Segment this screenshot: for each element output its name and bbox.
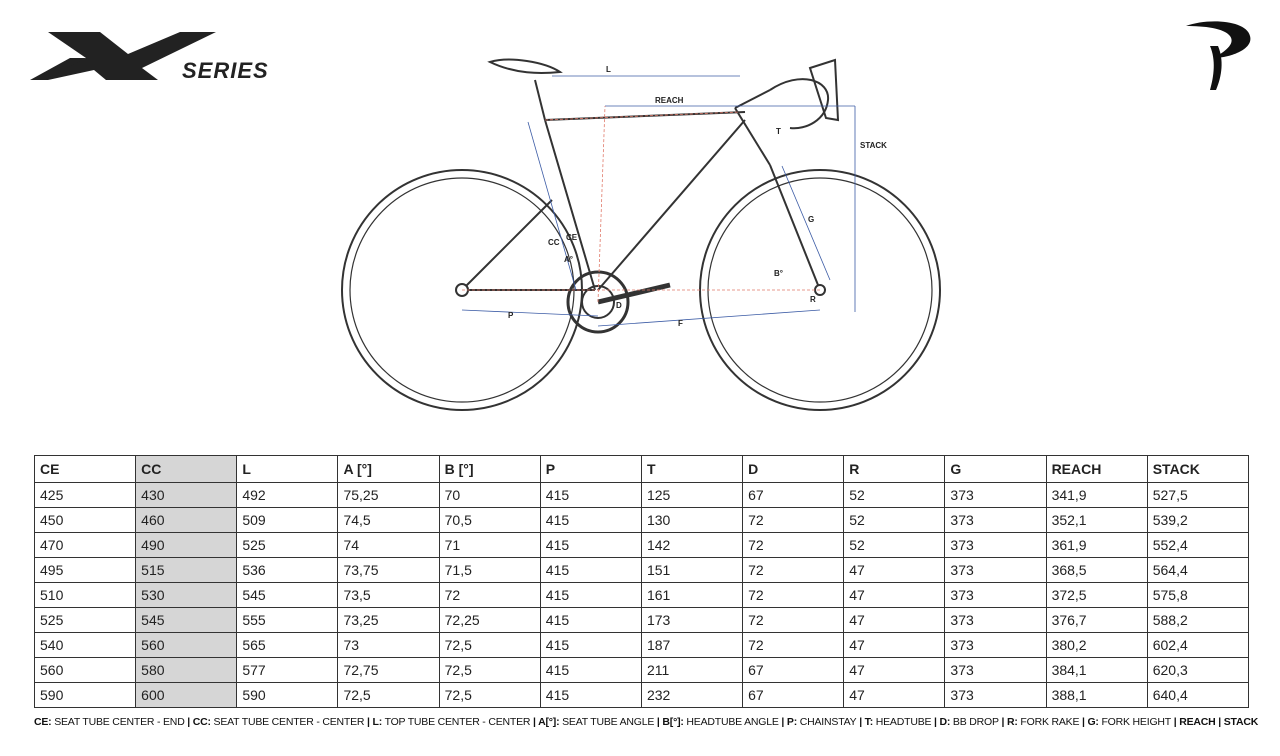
table-cell: 384,1 [1046, 658, 1147, 683]
table-cell: 72 [743, 583, 844, 608]
table-cell: 72,5 [439, 658, 540, 683]
table-cell: 415 [540, 508, 641, 533]
table-cell: 600 [136, 683, 237, 708]
table-cell: 47 [844, 558, 945, 583]
header-r: R [844, 456, 945, 483]
table-cell: 73,75 [338, 558, 439, 583]
legend-key: L: [372, 716, 383, 728]
table-cell: 552,4 [1147, 533, 1248, 558]
table-cell: 130 [641, 508, 742, 533]
table-cell: 588,2 [1147, 608, 1248, 633]
table-cell: 545 [237, 583, 338, 608]
table-cell: 525 [237, 533, 338, 558]
table-cell: 509 [237, 508, 338, 533]
table-cell: 67 [743, 483, 844, 508]
label-l: L [606, 65, 611, 74]
table-cell: 545 [136, 608, 237, 633]
table-cell: 47 [844, 633, 945, 658]
label-cc: CC [548, 238, 560, 247]
table-cell: 565 [237, 633, 338, 658]
table-cell: 560 [136, 633, 237, 658]
table-cell: 415 [540, 483, 641, 508]
legend-key: G: [1087, 716, 1099, 728]
head-tube [735, 108, 770, 165]
table-cell: 575,8 [1147, 583, 1248, 608]
header-p: P [540, 456, 641, 483]
table-cell: 368,5 [1046, 558, 1147, 583]
shifter [810, 60, 838, 120]
table-row [35, 483, 1249, 508]
table-cell: 352,1 [1046, 508, 1147, 533]
legend-desc: HEADTUBE ANGLE [686, 716, 779, 728]
table-cell: 380,2 [1046, 633, 1147, 658]
table-cell: 540 [35, 633, 136, 658]
label-b: B° [774, 269, 783, 278]
table-cell: 74 [338, 533, 439, 558]
legend-item [1224, 716, 1258, 728]
header-t: T [641, 456, 742, 483]
table-cell: 187 [641, 633, 742, 658]
legend-item [34, 716, 185, 728]
table-cell: 536 [237, 558, 338, 583]
legend-desc: FORK HEIGHT [1101, 716, 1172, 728]
bike-geometry-diagram [330, 40, 970, 420]
legend-item [1179, 716, 1215, 728]
stem [735, 90, 770, 108]
table-cell: 373 [945, 533, 1046, 558]
label-r: R [810, 295, 816, 304]
table-cell: 373 [945, 658, 1046, 683]
legend-item [662, 716, 778, 728]
table-cell: 495 [35, 558, 136, 583]
saddle [490, 60, 560, 73]
brand-mark-icon [1180, 16, 1260, 96]
header-b: B [°] [439, 456, 540, 483]
table-cell: 72,5 [439, 633, 540, 658]
table-cell: 450 [35, 508, 136, 533]
logo-series-text: SERIES [182, 58, 269, 83]
header-a: A [°] [338, 456, 439, 483]
table-cell: 67 [743, 683, 844, 708]
label-stack: STACK [860, 141, 887, 150]
table-cell: 530 [136, 583, 237, 608]
table-cell: 211 [641, 658, 742, 683]
table-cell: 47 [844, 583, 945, 608]
table-cell: 590 [35, 683, 136, 708]
table-cell: 47 [844, 658, 945, 683]
header-stack: STACK [1147, 456, 1248, 483]
table-cell: 510 [35, 583, 136, 608]
legend-key: A[°]: [538, 716, 560, 728]
table-cell: 460 [136, 508, 237, 533]
header-l: L [237, 456, 338, 483]
header-g: G [945, 456, 1046, 483]
legend-key: P: [786, 716, 798, 728]
table-cell: 373 [945, 583, 1046, 608]
table-row [35, 658, 1249, 683]
legend-item [940, 716, 999, 728]
table-cell: 373 [945, 608, 1046, 633]
table-cell: 52 [844, 483, 945, 508]
legend-key: REACH [1179, 716, 1216, 728]
table-row [35, 508, 1249, 533]
table-cell: 373 [945, 508, 1046, 533]
table-cell: 173 [641, 608, 742, 633]
table-cell: 72 [743, 508, 844, 533]
legend-key: R: [1006, 716, 1018, 728]
table-cell: 525 [35, 608, 136, 633]
table-cell: 73,5 [338, 583, 439, 608]
table-cell: 373 [945, 683, 1046, 708]
legend-item [787, 716, 857, 728]
table-cell: 142 [641, 533, 742, 558]
table-cell: 232 [641, 683, 742, 708]
label-p: P [508, 311, 514, 320]
table-cell: 415 [540, 683, 641, 708]
header-cc: CC [136, 456, 237, 483]
table-row [35, 683, 1249, 708]
table-cell: 125 [641, 483, 742, 508]
table-cell: 52 [844, 533, 945, 558]
dim-line-p [462, 310, 598, 316]
legend-desc: TOP TUBE CENTER - CENTER [384, 716, 531, 728]
table-cell: 75,25 [338, 483, 439, 508]
table-cell: 415 [540, 583, 641, 608]
table-cell: 539,2 [1147, 508, 1248, 533]
legend-key: STACK [1223, 716, 1259, 728]
table-cell: 72 [743, 558, 844, 583]
table-cell: 376,7 [1046, 608, 1147, 633]
table-cell: 415 [540, 633, 641, 658]
legend-item [373, 716, 531, 728]
table-cell: 415 [540, 658, 641, 683]
table-cell: 341,9 [1046, 483, 1147, 508]
table-cell: 373 [945, 483, 1046, 508]
table-cell: 361,9 [1046, 533, 1147, 558]
table-row [35, 608, 1249, 633]
table-cell: 430 [136, 483, 237, 508]
legend-key: CC: [192, 716, 211, 728]
legend-desc: HEADTUBE [875, 716, 932, 728]
table-cell: 70 [439, 483, 540, 508]
table-cell: 72,75 [338, 658, 439, 683]
seat-tube [545, 120, 595, 290]
table-cell: 72 [439, 583, 540, 608]
table-cell: 415 [540, 558, 641, 583]
table-row [35, 533, 1249, 558]
table-cell: 74,5 [338, 508, 439, 533]
table-cell: 72,25 [439, 608, 540, 633]
table-row [35, 558, 1249, 583]
table-cell: 372,5 [1046, 583, 1147, 608]
legend-key: D: [939, 716, 951, 728]
legend-item [865, 716, 932, 728]
table-cell: 515 [136, 558, 237, 583]
label-ce: CE [566, 233, 578, 242]
legend-desc: FORK RAKE [1020, 716, 1080, 728]
table-cell: 72 [743, 533, 844, 558]
table-cell: 415 [540, 533, 641, 558]
table-cell: 577 [237, 658, 338, 683]
legend-item [1087, 716, 1171, 728]
table-cell: 564,4 [1147, 558, 1248, 583]
seatstay [462, 200, 552, 290]
table-cell: 640,4 [1147, 683, 1248, 708]
table-cell: 72 [743, 633, 844, 658]
table-cell: 602,4 [1147, 633, 1248, 658]
header-reach: REACH [1046, 456, 1147, 483]
geometry-table-body [35, 483, 1249, 708]
table-cell: 73 [338, 633, 439, 658]
table-cell: 388,1 [1046, 683, 1147, 708]
table-cell: 580 [136, 658, 237, 683]
table-cell: 373 [945, 633, 1046, 658]
abbreviation-legend: CE: SEAT TUBE CENTER - END | CC: SEAT TUBE CENTER - CENTER | L: TOP TUBE CENTER - CENTER | A[°]: SEAT TUBE ANGLE | B[°]: HEADTUBE ANGLE | P: CHAINSTAY | T: HEADTUBE | D: BB DROP | R: FORK RAKE | G: FORK HEIGHT | REACH | STACK [34, 716, 1259, 728]
table-cell: 52 [844, 508, 945, 533]
table-cell: 72,5 [338, 683, 439, 708]
table-cell: 492 [237, 483, 338, 508]
header-ce: CE [35, 456, 136, 483]
table-row [35, 633, 1249, 658]
table-row [35, 583, 1249, 608]
table-cell: 70,5 [439, 508, 540, 533]
label-reach: REACH [655, 96, 684, 105]
down-tube [598, 120, 745, 290]
crank-arm [598, 285, 670, 302]
table-cell: 470 [35, 533, 136, 558]
table-header-row [35, 456, 1249, 483]
dim-line-f [598, 310, 820, 326]
table-cell: 425 [35, 483, 136, 508]
table-cell: 47 [844, 683, 945, 708]
table-cell: 415 [540, 608, 641, 633]
table-cell: 373 [945, 558, 1046, 583]
dim-line-g [782, 166, 830, 280]
label-f: F [678, 319, 683, 328]
header-d: D [743, 456, 844, 483]
legend-desc: BB DROP [952, 716, 999, 728]
table-cell: 620,3 [1147, 658, 1248, 683]
legend-desc: SEAT TUBE CENTER - CENTER [213, 716, 365, 728]
table-cell: 490 [136, 533, 237, 558]
legend-item [538, 716, 654, 728]
label-d: D [616, 301, 622, 310]
table-cell: 151 [641, 558, 742, 583]
legend-item [193, 716, 365, 728]
table-cell: 67 [743, 658, 844, 683]
table-cell: 73,25 [338, 608, 439, 633]
legend-desc: SEAT TUBE CENTER - END [54, 716, 185, 728]
table-cell: 590 [237, 683, 338, 708]
handlebar [770, 79, 828, 128]
geometry-table [34, 455, 1249, 708]
label-t: T [776, 127, 781, 136]
label-a: A° [564, 255, 573, 264]
legend-key: T: [864, 716, 874, 728]
legend-desc: CHAINSTAY [799, 716, 857, 728]
seat-post [535, 80, 545, 120]
table-cell: 72,5 [439, 683, 540, 708]
legend-desc: SEAT TUBE ANGLE [562, 716, 655, 728]
table-cell: 161 [641, 583, 742, 608]
table-cell: 72 [743, 608, 844, 633]
table-cell: 560 [35, 658, 136, 683]
table-cell: 71 [439, 533, 540, 558]
legend-key: CE: [34, 716, 52, 728]
label-g: G [808, 215, 815, 224]
table-cell: 47 [844, 608, 945, 633]
table-cell: 527,5 [1147, 483, 1248, 508]
x-series-logo [30, 28, 320, 84]
legend-item [1007, 716, 1079, 728]
legend-key: B[°]: [662, 716, 684, 728]
table-cell: 555 [237, 608, 338, 633]
table-cell: 71,5 [439, 558, 540, 583]
